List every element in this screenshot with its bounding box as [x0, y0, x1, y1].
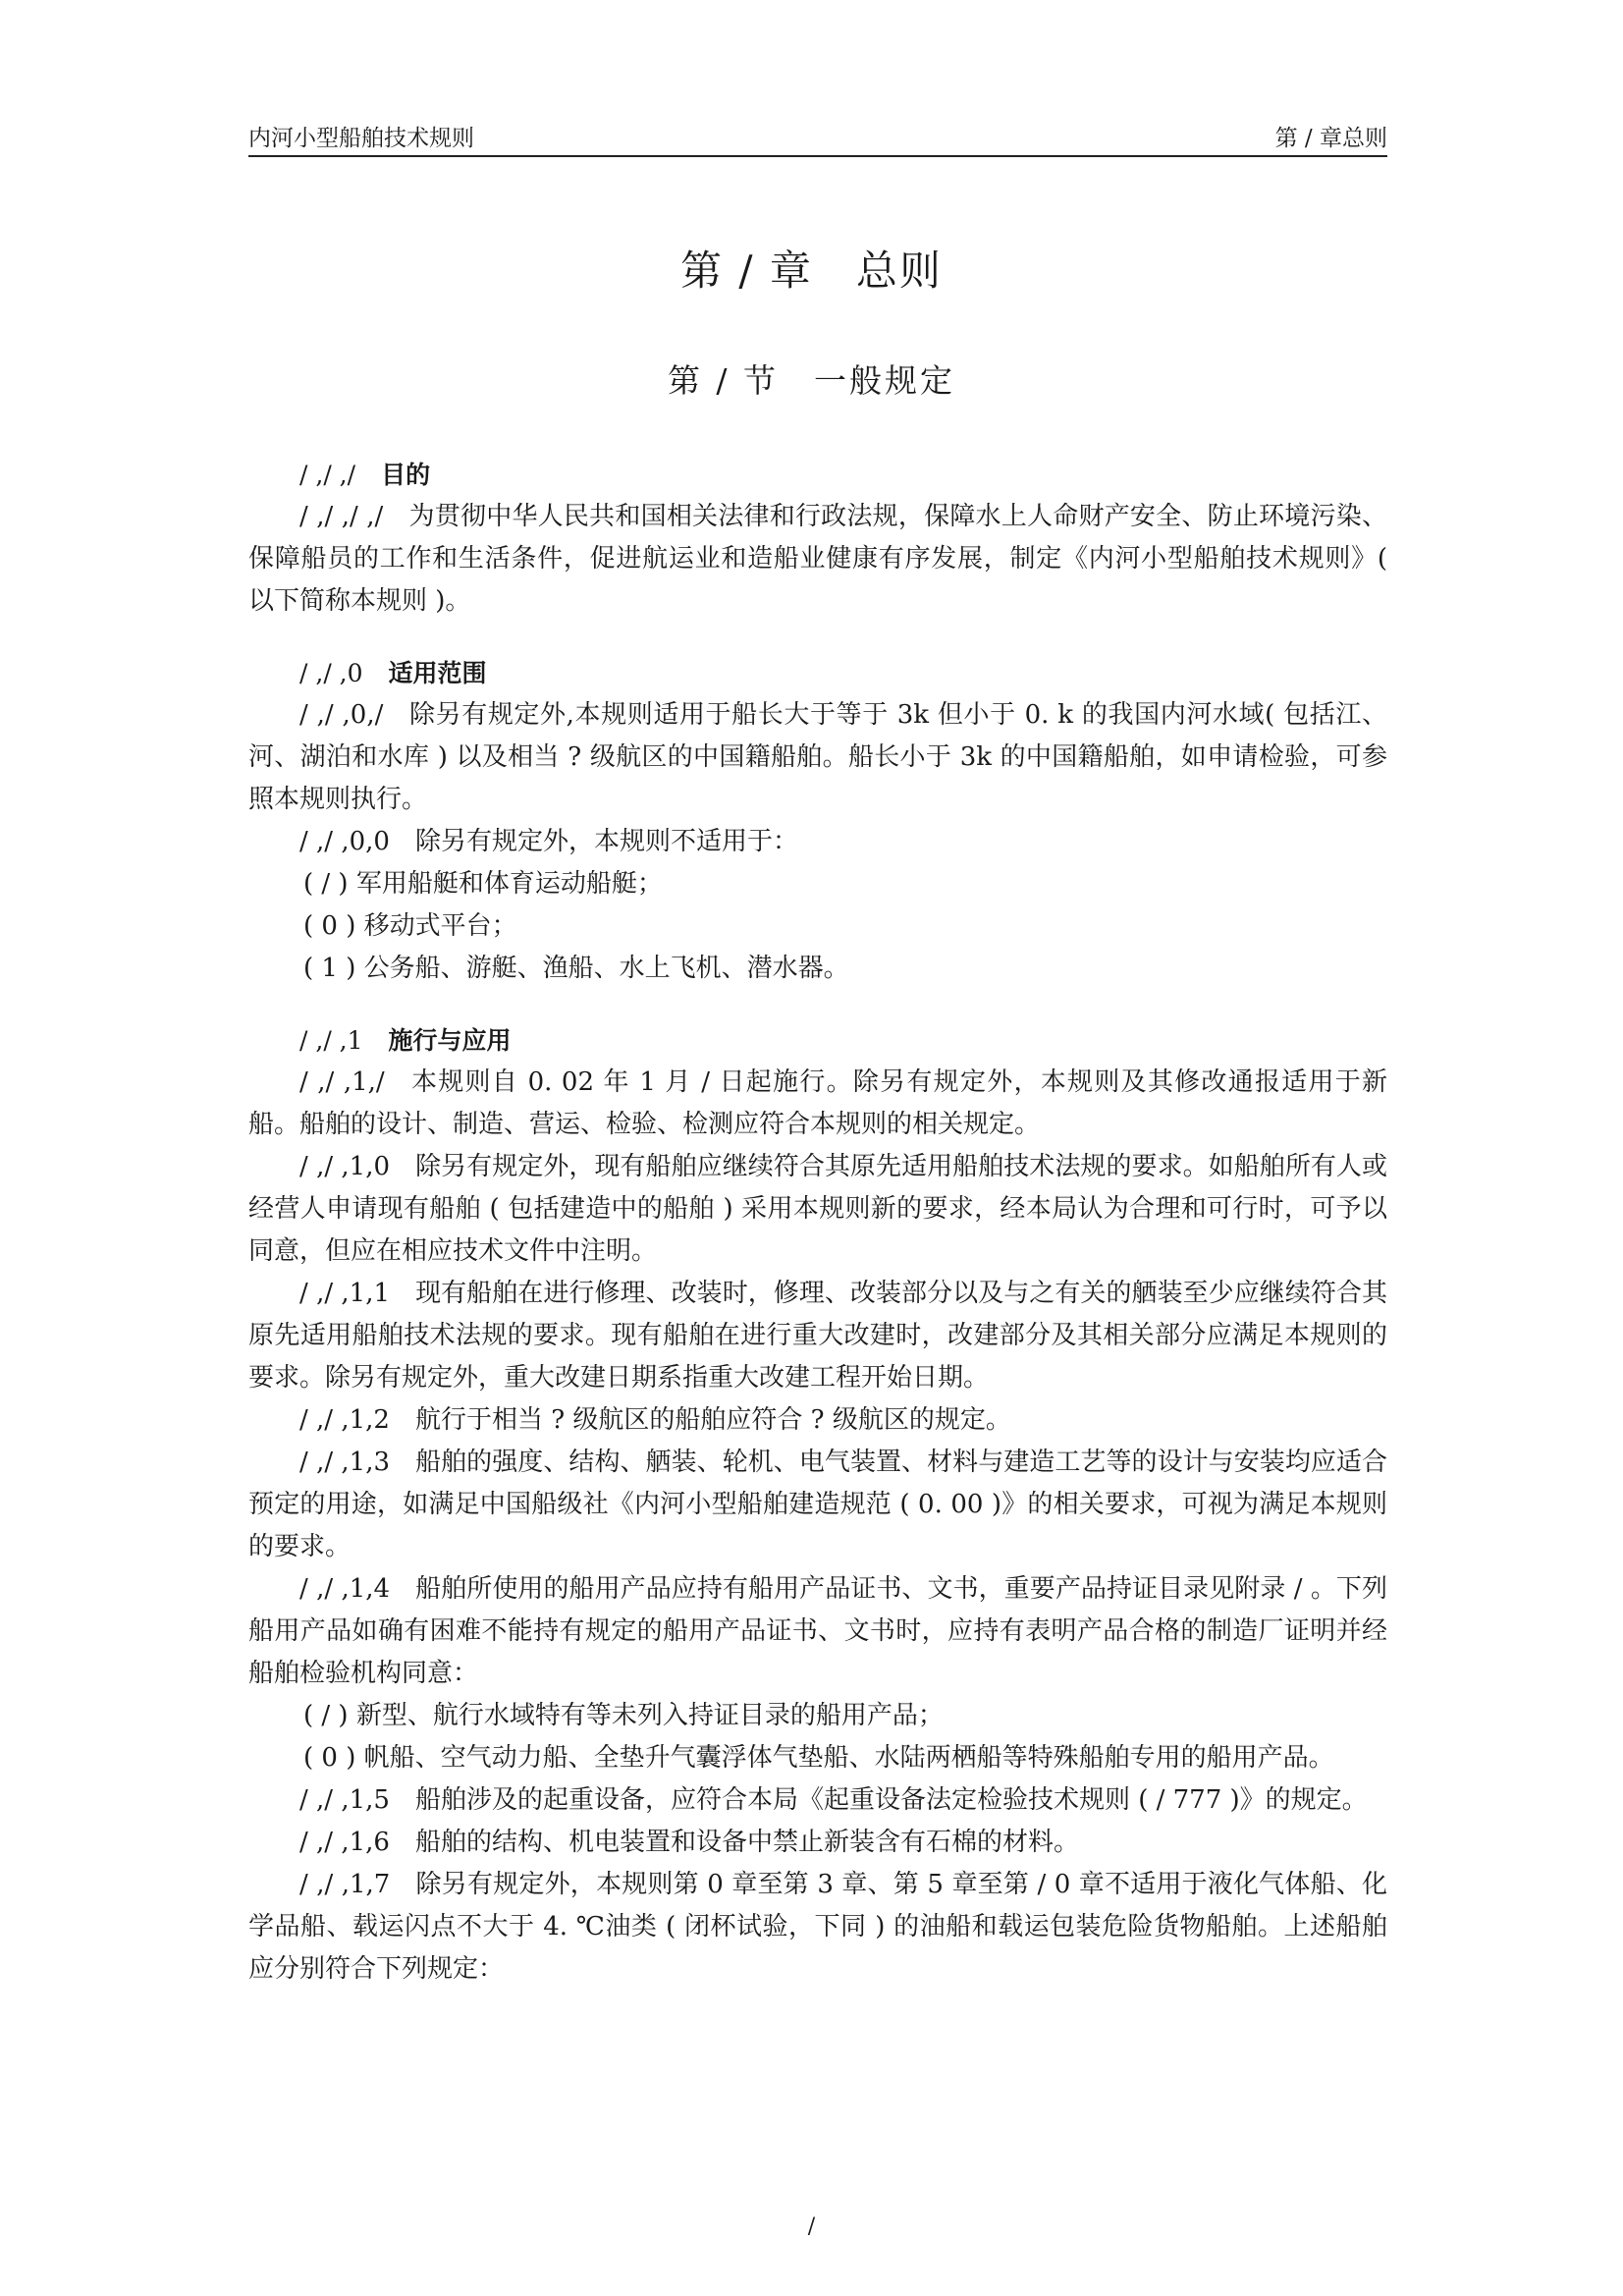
clause-number: / ,/ ,0,/ [299, 700, 384, 730]
clause-number: / ,/ ,1,2 [299, 1405, 390, 1435]
list-item: ( 0 ) 帆船、空气动力船、全垫升气囊浮体气垫船、水陆两栖船等特殊船舶专用的船用产品。 [303, 1743, 1334, 1773]
paragraph [248, 1864, 1387, 1991]
clause-number: / ,/ ,0,0 [299, 827, 390, 856]
section-title: 第 / 节 一般规定 [667, 361, 956, 400]
clause-heading-scope [248, 652, 1387, 694]
paragraph-text: 船舶涉及的起重设备，应符合本局《起重设备法定检验技术规则 ( / 777 )》的规定。 [414, 1785, 1368, 1815]
paragraph-text: 除另有规定外，本规则不适用于： [414, 827, 798, 856]
clause-heading-text: 施行与应用 [388, 1026, 512, 1055]
clause-number: / ,/ ,/ [299, 461, 356, 489]
paragraph [248, 821, 1387, 863]
paragraph-text: 船舶所使用的船用产品应持有船用产品证书、文书，重要产品持证目录见附录 / 。下列船用产品如确有困难不能持有规定的船用产品证书、文书时，应持有表明产品合格的制造厂证明并经船舶检验机构同意： [248, 1574, 1387, 1688]
header-chapter: 第 / 章总则 [1274, 126, 1387, 151]
paragraph-text: 除另有规定外，现有船舶应继续符合其原先适用船舶技术法规的要求。如船舶所有人或经营人申请现有船舶 ( 包括建造中的船舶 ) 采用本规则新的要求，经本局认为合理和可行时，可予以同意，但应在相应技术文件中注明。 [248, 1152, 1387, 1266]
clause-heading-text: 适用范围 [388, 659, 487, 687]
clause-number: / ,/ ,1 [299, 1026, 363, 1055]
paragraph-text: 除另有规定外，本规则第 0 章至第 3 章、第 5 章至第 / 0 章不适用于液化气体船、化学品船、载运闪点不大于 4. ℃油类 ( 闭杯试验，下同 ) 的油船和载运包装危险货物船舶。上述船舶应分别符合下列规定： [248, 1870, 1387, 1984]
clause-number: / ,/ ,1,3 [299, 1448, 391, 1477]
clause-number: / ,/ ,/ ,/ [299, 502, 384, 531]
clause-number: / ,/ ,1,0 [299, 1152, 391, 1181]
clause-number: / ,/ ,1,6 [299, 1828, 390, 1857]
paragraph [248, 694, 1387, 821]
chapter-title: 第 / 章 总则 [680, 246, 943, 295]
paragraph [248, 1273, 1387, 1399]
paragraph [248, 1399, 1387, 1442]
paragraph [248, 1779, 1387, 1822]
paragraph [248, 1146, 1387, 1273]
list-item: ( / ) 军用船艇和体育运动船艇； [303, 869, 663, 899]
clause-number: / ,/ ,1,7 [299, 1870, 391, 1899]
paragraph [248, 1568, 1387, 1695]
paragraph [248, 1442, 1387, 1568]
header-book-title: 内河小型船舶技术规则 [248, 126, 474, 151]
paragraph-text: 除另有规定外,本规则适用于船长大于等于 3k 但小于 0. k 的我国内河水域( 包括江、河、湖泊和水库 ) 以及相当 ? 级航区的中国籍船舶。船长小于 3k 的中国籍船舶，如申请检验，可参照本规则执行。 [248, 700, 1387, 814]
clause-heading-implementation [248, 1019, 1387, 1062]
list-item: ( 1 ) 公务船、游艇、渔船、水上飞机、潜水器。 [303, 954, 849, 983]
list-item: ( 0 ) 移动式平台； [303, 911, 517, 941]
clause-number: / ,/ ,1,/ [299, 1067, 385, 1097]
paragraph-text: 船舶的结构、机电装置和设备中禁止新装含有石棉的材料。 [414, 1828, 1079, 1857]
paragraph-text: 为贯彻中华人民共和国相关法律和行政法规，保障水上人命财产安全、防止环境污染、保障船员的工作和生活条件，促进航运业和造船业健康有序发展，制定《内河小型船舶技术规则》( 以下简称本规则 )。 [248, 502, 1387, 616]
paragraph [248, 1062, 1387, 1146]
list-item: ( / ) 新型、航行水域特有等未列入持证目录的船用产品； [303, 1701, 944, 1730]
running-header [248, 116, 1387, 157]
paragraph-text: 本规则自 0. 02 年 1 月 / 日起施行。除另有规定外，本规则及其修改通报适用于新船。船舶的设计、制造、营运、检验、检测应符合本规则的相关规定。 [248, 1067, 1387, 1139]
clause-heading-purpose [248, 454, 1387, 496]
paragraph-text: 航行于相当 ? 级航区的船舶应符合 ? 级航区的规定。 [414, 1405, 1011, 1435]
paragraph [248, 496, 1387, 623]
paragraph-text: 现有船舶在进行修理、改装时，修理、改装部分以及与之有关的舾装至少应继续符合其原先适用船舶技术法规的要求。现有船舶在进行重大改建时，改建部分及其相关部分应满足本规则的要求。除另有规定外，重大改建日期系指重大改建工程开始日期。 [248, 1279, 1387, 1393]
document-body [248, 454, 1387, 1991]
clause-number: / ,/ ,1,1 [299, 1279, 391, 1308]
clause-number: / ,/ ,1,5 [299, 1785, 390, 1815]
clause-heading-text: 目的 [381, 461, 431, 489]
paragraph [248, 1822, 1387, 1864]
page-number: / [807, 2214, 816, 2239]
clause-number: / ,/ ,0 [299, 659, 363, 687]
paragraph-text: 船舶的强度、结构、舾装、轮机、电气装置、材料与建造工艺等的设计与安装均应适合预定的用途，如满足中国船级社《内河小型船舶建造规范 ( 0. 00 )》的相关要求，可视为满足本规则的要求。 [248, 1448, 1387, 1561]
clause-number: / ,/ ,1,4 [299, 1574, 391, 1604]
